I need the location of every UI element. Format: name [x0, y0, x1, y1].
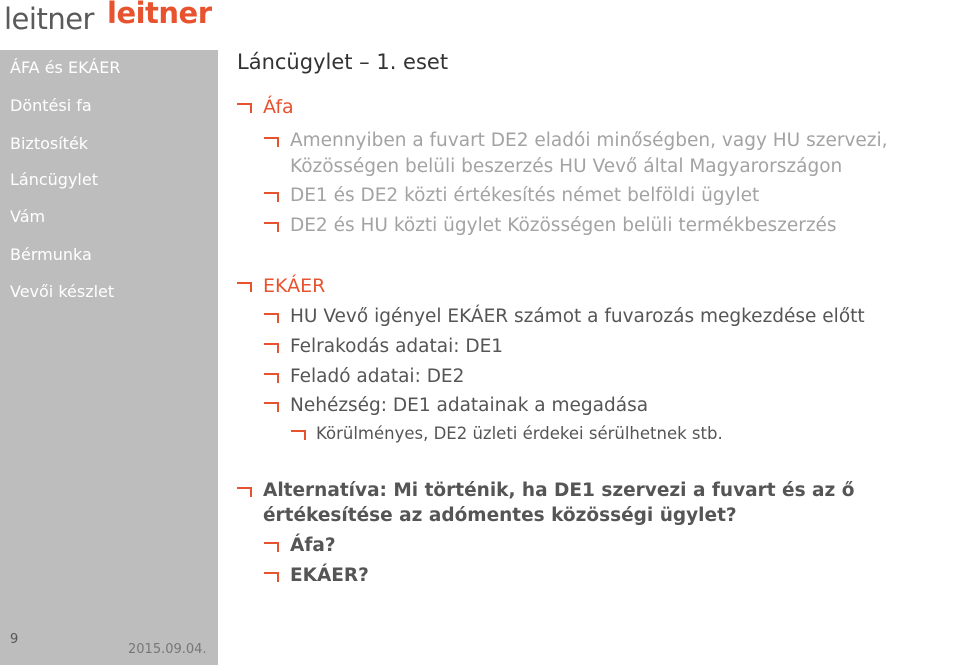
ekaer-item-3 — [290, 366, 464, 387]
logo-text-orange: leitner — [107, 0, 212, 30]
bullet-icon — [264, 192, 279, 202]
bullet-icon — [264, 137, 279, 147]
bullet-icon — [237, 103, 252, 113]
alternative-q-ekaer-text: EKÁER? — [290, 565, 369, 586]
sidebar — [0, 50, 218, 665]
alternative-question — [263, 480, 854, 501]
sidebar-item-bermunka[interactable]: Bérmunka — [10, 245, 92, 264]
bullet-icon — [264, 402, 279, 412]
bullet-icon — [264, 313, 279, 323]
afa-item-1 — [290, 130, 888, 151]
ekaer-item-2 — [290, 336, 503, 357]
logo — [4, 0, 212, 42]
ekaer-item-2-text: Felrakodás adatai: DE1 — [290, 336, 504, 357]
afa-item-2 — [290, 185, 759, 206]
afa-item-2-text: DE1 és DE2 közti értékesítés német belföldi ügylet — [290, 185, 760, 206]
afa-item-3 — [290, 215, 837, 236]
slide-date: 2015.09.04. — [128, 642, 207, 657]
afa-heading — [263, 96, 294, 118]
alternative-line-2: értékesítése az adómentes közösségi ügylet? — [263, 505, 737, 526]
alternative-q-afa-text: Áfa? — [290, 535, 336, 556]
alternative-question-continued — [263, 505, 737, 526]
bullet-icon — [264, 572, 279, 582]
sidebar-item-vevoi-keszlet[interactable]: Vevői készlet — [10, 282, 115, 301]
ekaer-heading-text: EKÁER — [263, 275, 326, 297]
afa-item-3-text: DE2 és HU közti ügylet Közösségen belüli termékbeszerzés — [290, 215, 837, 236]
bullet-icon — [264, 373, 279, 383]
sidebar-item-dontesi-fa[interactable]: Döntési fa — [10, 96, 92, 115]
afa-heading-text: Áfa — [263, 96, 294, 118]
ekaer-item-4-sub — [316, 424, 723, 443]
page-number: 9 — [10, 632, 19, 647]
bullet-icon — [264, 222, 279, 232]
bullet-icon — [264, 343, 279, 353]
afa-item-1-line-2: Közösségen belüli beszerzés HU Vevő által Magyarországon — [290, 156, 843, 177]
ekaer-item-1 — [290, 306, 865, 327]
logo-text-gray: leitner — [4, 2, 94, 36]
sidebar-item-lancugylet[interactable]: Láncügylet — [10, 170, 98, 189]
afa-item-1-continued — [290, 156, 842, 177]
bullet-icon — [237, 487, 252, 497]
bullet-icon — [291, 430, 306, 440]
ekaer-item-4 — [290, 395, 648, 416]
sidebar-item-biztositek[interactable]: Biztosíték — [10, 134, 89, 153]
ekaer-item-3-text: Feladó adatai: DE2 — [290, 366, 465, 387]
ekaer-heading — [263, 275, 325, 297]
ekaer-item-4-sub-text: Körülményes, DE2 üzleti érdekei sérülhetnek stb. — [316, 424, 723, 443]
alternative-q-ekaer — [290, 565, 369, 586]
slide-title: Láncügylet – 1. eset — [237, 50, 449, 74]
alternative-line-1: Alternatíva: Mi történik, ha DE1 szervezi a fuvart és az ő — [263, 480, 855, 501]
alternative-q-afa — [290, 535, 336, 556]
sidebar-item-vam[interactable]: Vám — [10, 207, 46, 226]
sidebar-item-afa-ekaer[interactable]: ÁFA és EKÁER — [10, 58, 121, 77]
ekaer-item-1-text: HU Vevő igényel EKÁER számot a fuvarozás megkezdése előtt — [290, 306, 865, 327]
ekaer-item-4-text: Nehézség: DE1 adatainak a megadása — [290, 395, 649, 416]
afa-item-1-line-1: Amennyiben a fuvart DE2 eladói minőségben, vagy HU szervezi, — [290, 130, 888, 151]
bullet-icon — [264, 542, 279, 552]
bullet-icon — [237, 282, 252, 292]
